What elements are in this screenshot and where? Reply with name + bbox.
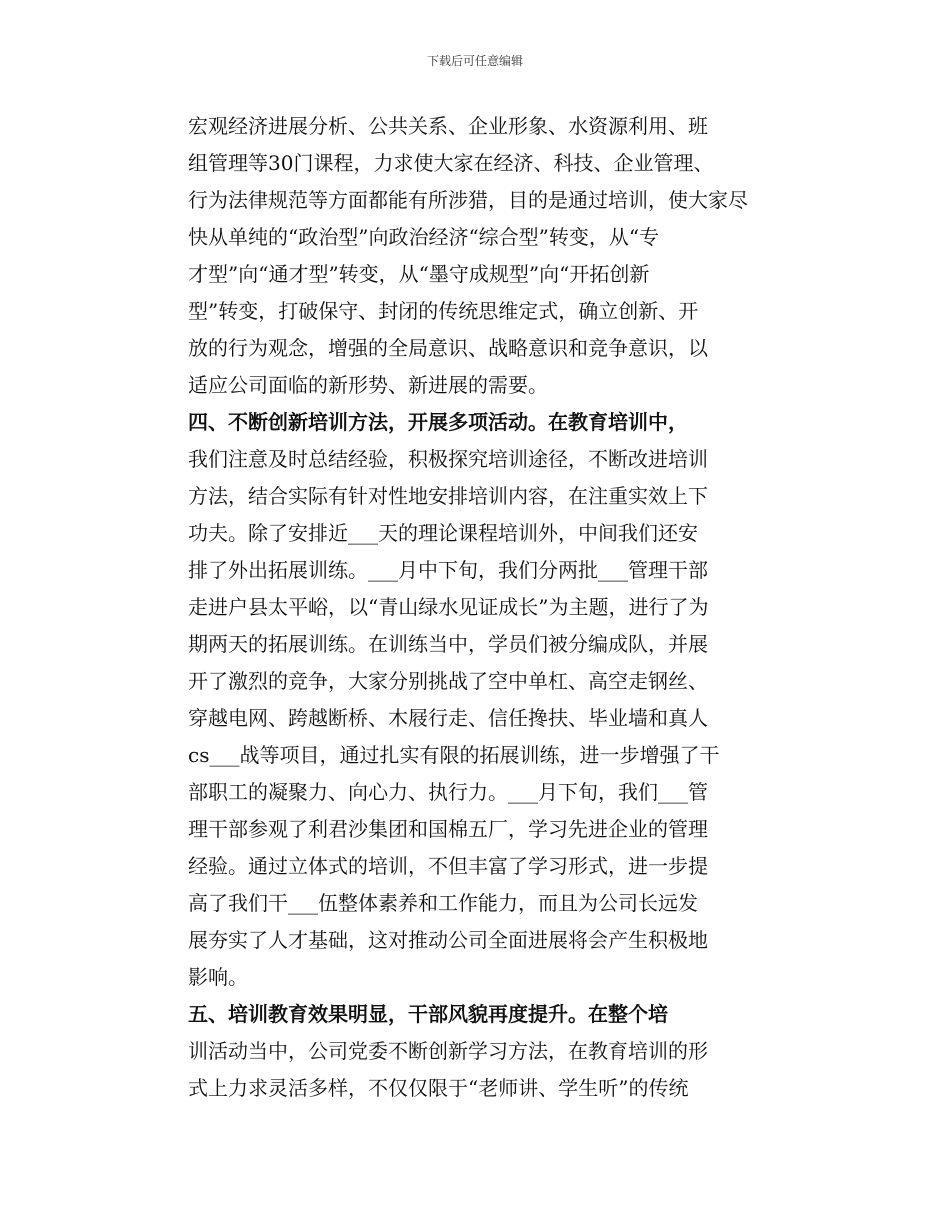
paragraph-line: 经验。通过立体式的培训，不但丰富了学习形式，进一步提: [188, 854, 708, 878]
paragraph-line: 穿越电网、跨越断桥、木屐行走、信任搀扶、毕业墙和真人: [188, 706, 708, 730]
paragraph-line: 放的行为观念，增强的全局意识、战略意识和竞争意识，以: [188, 336, 708, 360]
section-heading-line: 五、培训教育效果明显，干部风貌再度提升。在整个培: [188, 1002, 668, 1026]
paragraph-line: 部职工的凝聚力、向心力、执行力。___月下旬，我们___管: [188, 780, 708, 804]
paragraph-line: 组管理等30门课程，力求使大家在经济、科技、企业管理、: [188, 151, 714, 175]
paragraph-line: 快从单纯的“政治型”向政治经济“综合型”转变，从“专: [188, 225, 660, 249]
paragraph-line: 才型”向“通才型”转变，从“墨守成规型”向“开拓创新: [188, 262, 650, 286]
paragraph-line: 高了我们干___伍整体素养和工作能力，而且为公司长远发: [188, 891, 698, 915]
paragraph-line: cs___战等项目，通过扎实有限的拓展训练，进一步增强了干: [188, 743, 720, 767]
paragraph-line: 方法，结合实际有针对性地安排培训内容，在注重实效上下: [188, 484, 708, 508]
paragraph-line: 期两天的拓展训练。在训练当中，学员们被分编成队，并展: [188, 632, 708, 656]
page-header: 下载后可任意编辑: [426, 54, 523, 68]
paragraph-line: 训活动当中，公司党委不断创新学习方法，在教育培训的形: [188, 1039, 708, 1063]
paragraph-line: 开了激烈的竞争，大家分别挑战了空中单杠、高空走钢丝、: [188, 669, 708, 693]
document-body: [188, 108, 808, 1107]
paragraph-line: 式上力求灵活多样，不仅仅限于“老师讲、学生听”的传统: [188, 1076, 689, 1100]
paragraph-line: 适应公司面临的新形势、新进展的需要。: [188, 373, 548, 397]
paragraph-line: 行为法律规范等方面都能有所涉猎，目的是通过培训，使大家尽: [188, 188, 748, 212]
paragraph-line: 我们注意及时总结经验，积极探究培训途径，不断改进培训: [188, 447, 708, 471]
paragraph-line: 理干部参观了利君沙集团和国棉五厂，学习先进企业的管理: [188, 817, 708, 841]
paragraph-line: 影响。: [188, 965, 248, 989]
paragraph-line: 展夯实了人才基础，这对推动公司全面进展将会产生积极地: [188, 928, 708, 952]
paragraph-line: 型”转变，打破保守、封闭的传统思维定式，确立创新、开: [188, 299, 699, 323]
paragraph-line: 走进户县太平峪，以“青山绿水见证成长”为主题，进行了为: [188, 595, 709, 619]
paragraph-line: 功夫。除了安排近___天的理论课程培训外，中间我们还安: [188, 521, 698, 545]
paragraph-line: 排了外出拓展训练。___月中下旬，我们分两批___管理干部: [188, 558, 708, 582]
section-heading-line: 四、不断创新培训方法，开展多项活动。在教育培训中，: [188, 410, 688, 434]
paragraph-line: 宏观经济进展分析、公共关系、企业形象、水资源利用、班: [188, 114, 708, 138]
